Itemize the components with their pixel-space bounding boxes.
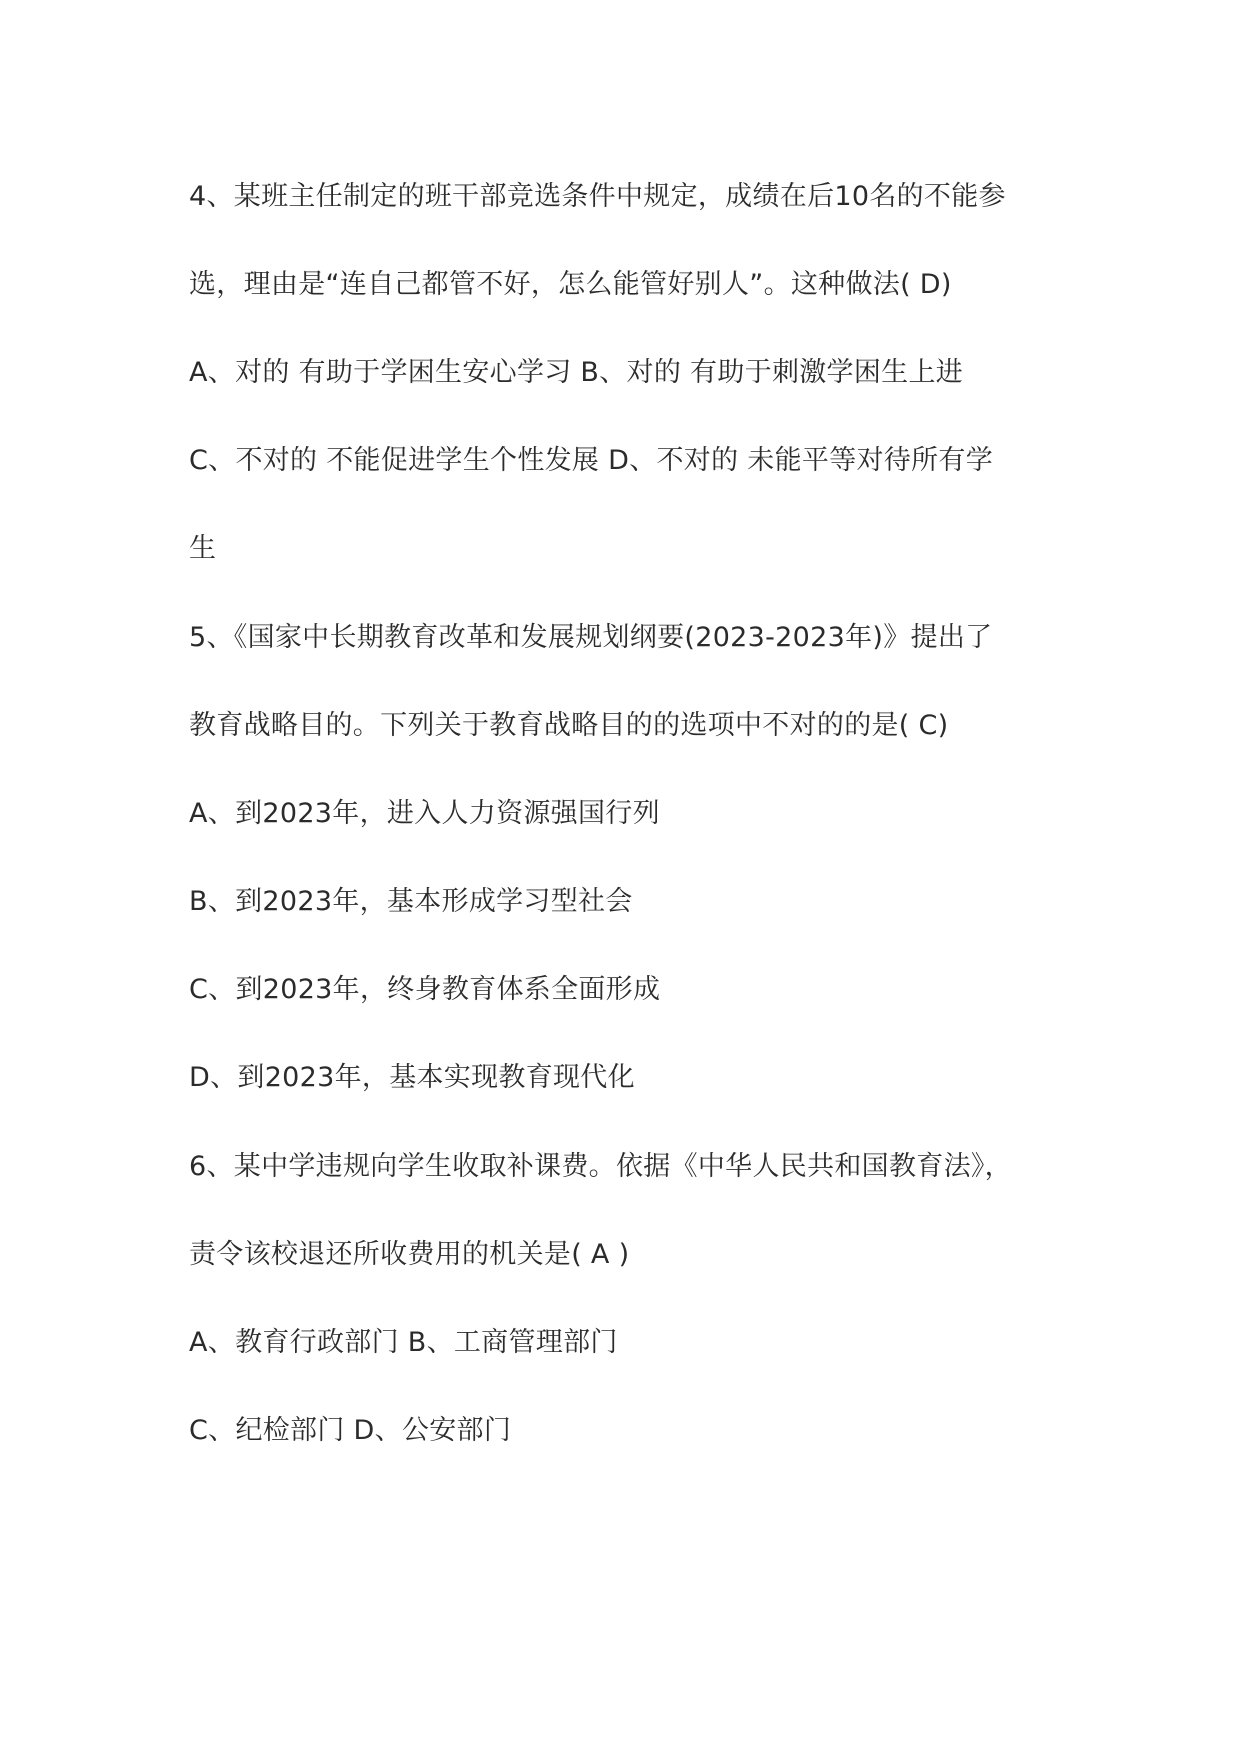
question-6-text-line-2: 责令该校退还所收费用的机关是( A ) — [189, 1239, 630, 1270]
question-5-text-line-2: 教育战略目的。下列关于教育战略目的的选项中不对的的是( C) — [189, 710, 949, 741]
question-5-option-c: C、到2023年，终身教育体系全面形成 — [189, 974, 661, 1005]
question-5-option-a: A、到2023年，进入人力资源强国行列 — [189, 798, 660, 829]
question-5-option-b: B、到2023年，基本形成学习型社会 — [189, 886, 633, 917]
question-4-text-line-1: 4、某班主任制定的班干部竞选条件中规定，成绩在后10名的不能参 — [189, 181, 1006, 212]
question-4-options-cd-continued: 生 — [189, 533, 217, 564]
question-6-options-cd: C、纪检部门 D、公安部门 — [189, 1415, 512, 1446]
question-6-text-line-1: 6、某中学违规向学生收取补课费。依据《中华人民共和国教育法》， — [189, 1151, 1012, 1182]
question-5-option-d: D、到2023年，基本实现教育现代化 — [189, 1062, 635, 1093]
question-4-options-cd: C、不对的 不能促进学生个性发展 D、不对的 未能平等对待所有学 — [189, 445, 993, 476]
question-6-options-ab: A、教育行政部门 B、工商管理部门 — [189, 1327, 618, 1358]
question-4-options-ab: A、对的 有助于学困生安心学习 B、对的 有助于刺激学困生上进 — [189, 357, 964, 388]
question-4-text-line-2: 选，理由是“连自己都管不好，怎么能管好别人”。这种做法( D) — [189, 269, 952, 300]
question-5-text-line-1: 5、《国家中长期教育改革和发展规划纲要(2023-2023年)》提出了 — [189, 622, 993, 653]
